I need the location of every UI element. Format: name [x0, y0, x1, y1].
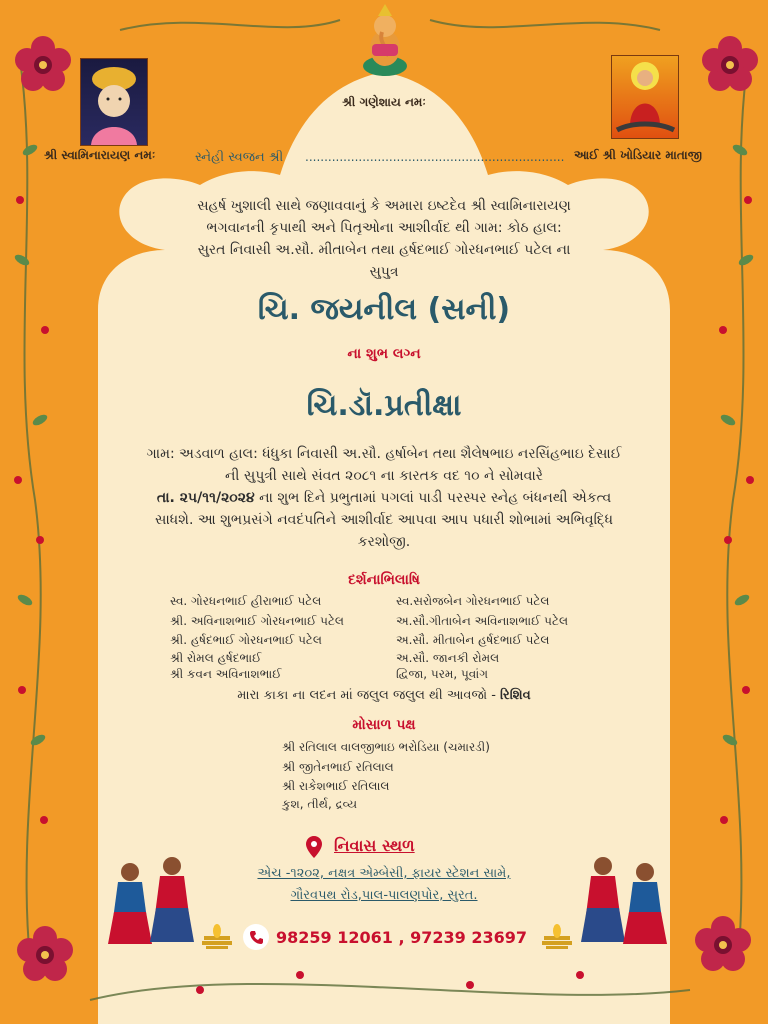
darshan-right-4: દ્વિજા, પરમ, પૂવાંગ	[396, 667, 488, 681]
invocation-text: શ્રી ગણેશાય નમઃ	[342, 95, 426, 109]
intro-line-1: સહર્ષ ખુશાલી સાથે જણાવવાનું કે અમારા ઇષ્ટદેવ શ્રી સ્વામિનારાયણ	[197, 198, 571, 214]
flower-icon	[688, 910, 758, 980]
mosal-member-1: શ્રી જીતેનભાઈ રતિલાલ	[282, 760, 394, 774]
location-pin-icon	[306, 836, 322, 858]
darshan-left-3: શ્રી રોમલ હર્ષદભાઈ	[170, 651, 262, 665]
intro-line-4: સુપુત્ર	[369, 264, 399, 280]
left-deity-caption: શ્રી સ્વામિનારાયણ નમઃ	[44, 148, 156, 162]
intro-line-2: ભગવાનની કૃપાથી અને પિતૃઓના આશીર્વાદ થી ગામ: કોઠ હાલ:	[206, 220, 562, 236]
darshan-left-0: સ્વ. ગોરધનભાઈ હીરાભાઈ પટેલ	[170, 594, 322, 608]
flower-icon	[10, 920, 80, 990]
residence-title: નિવાસ સ્થળ	[334, 836, 415, 855]
darshan-right-0: સ્વ.સરોજબેન ગોરધનભાઈ પટેલ	[396, 594, 550, 608]
darshan-title: દર્શનાભિલાષિ	[348, 572, 420, 588]
shubh-lagna: ના શુભ લગ્ન	[347, 346, 421, 362]
details-line-3: તા. ૨૫/૧૧/૨૦૨૪ ના શુભ દિને પ્રભુતામાં પગલાં પાડી પરસ્પર સ્નેહ બંધનથી એકત્વ	[156, 490, 612, 506]
darshan-left-2: શ્રી. હર્ષદભાઈ ગોરધનભાઈ પટેલ	[170, 633, 322, 647]
address-line-2: ગૌરવપથ રોડ,પાલ-પાલણપોર, સુરત.	[290, 888, 478, 903]
flower-icon	[8, 30, 78, 100]
diya-icon	[540, 922, 574, 950]
phone-icon	[243, 924, 269, 950]
mosal-member-3: કુશ, તીર્થ, દ્રવ્ય	[282, 797, 358, 811]
garba-dancers-right	[575, 852, 675, 952]
garba-dancers-left	[100, 852, 200, 952]
darshan-left-1: શ્રી. અવિનાશભાઈ ગોરધનભાઈ પટેલ	[170, 614, 345, 628]
right-deity-caption: આઈ શ્રી ખોડિયાર માતાજી	[574, 148, 702, 162]
greeting-text: સ્નેહી સ્વજન શ્રી	[195, 150, 284, 165]
diya-icon	[200, 922, 234, 950]
flower-icon	[695, 30, 765, 100]
details-line-1: ગામ: અડવાળ હાલ: ધંધુકા નિવાસી અ.સૌ. હર્ષાબેન તથા શૈલેષભાઇ નરસિંહભાઇ દેસાઈ	[146, 446, 622, 462]
details-line-2: ની સુપુત્રી સાથે સંવત ૨૦૮૧ ના કારતક વદ ૧૦ ને સોમવારે	[225, 468, 543, 484]
greeting-dots: ....................................................................	[305, 150, 565, 164]
bride-name: ચિ.ડૉ.પ્રતીક્ષા	[306, 388, 462, 423]
ganesha-icon	[360, 4, 410, 80]
phone-numbers: 98259 12061 , 97239 23697	[276, 928, 528, 947]
wedding-date: તા. ૨૫/૧૧/૨૦૨૪	[156, 490, 255, 506]
mosal-member-0: શ્રી રતિલાલ વાલજીભાઇ ભરોડિયા (ચમારડી)	[282, 740, 490, 754]
mosal-member-2: શ્રી રાકેશભાઈ રતિલાલ	[282, 779, 390, 793]
intro-line-3: સુરત નિવાસી અ.સૌ. મીતાબેન તથા હર્ષદભાઈ ગોરધનભાઈ પટેલ ના	[197, 242, 571, 258]
kaka-line: મારા કાકા ના લદન માં જલુલ જલુલ થી આવજો - રિશિવ	[237, 688, 531, 703]
details-line-5: કરશોજી.	[357, 534, 411, 550]
details-line-4: સાધશે. આ શુભપ્રસંગે નવદંપતિને આશીર્વાદ આપવા આપ પધારી શોભામાં અભિવૃદ્ધિ	[154, 512, 614, 528]
groom-name: ચિ. જયનીલ (સની)	[257, 292, 511, 327]
mosal-title: મોસાળ પક્ષ	[352, 717, 416, 733]
darshan-right-2: અ.સૌ. મીતાબેન હર્ષદભાઈ પટેલ	[396, 633, 550, 647]
darshan-left-4: શ્રી કવન અવિનાશભાઈ	[170, 667, 282, 681]
darshan-right-1: અ.સૌ.ગીતાબેન અવિનાશભાઈ પટેલ	[396, 614, 569, 628]
address-line-1: એચ -૧૨૦૨, નક્ષત્ર એમ્બેસી, ફાયર સ્ટેશન સામે,	[257, 866, 511, 881]
darshan-right-3: અ.સૌ. જાનકી રોમલ	[396, 651, 500, 665]
kaka-name: રિશિવ	[500, 688, 531, 703]
